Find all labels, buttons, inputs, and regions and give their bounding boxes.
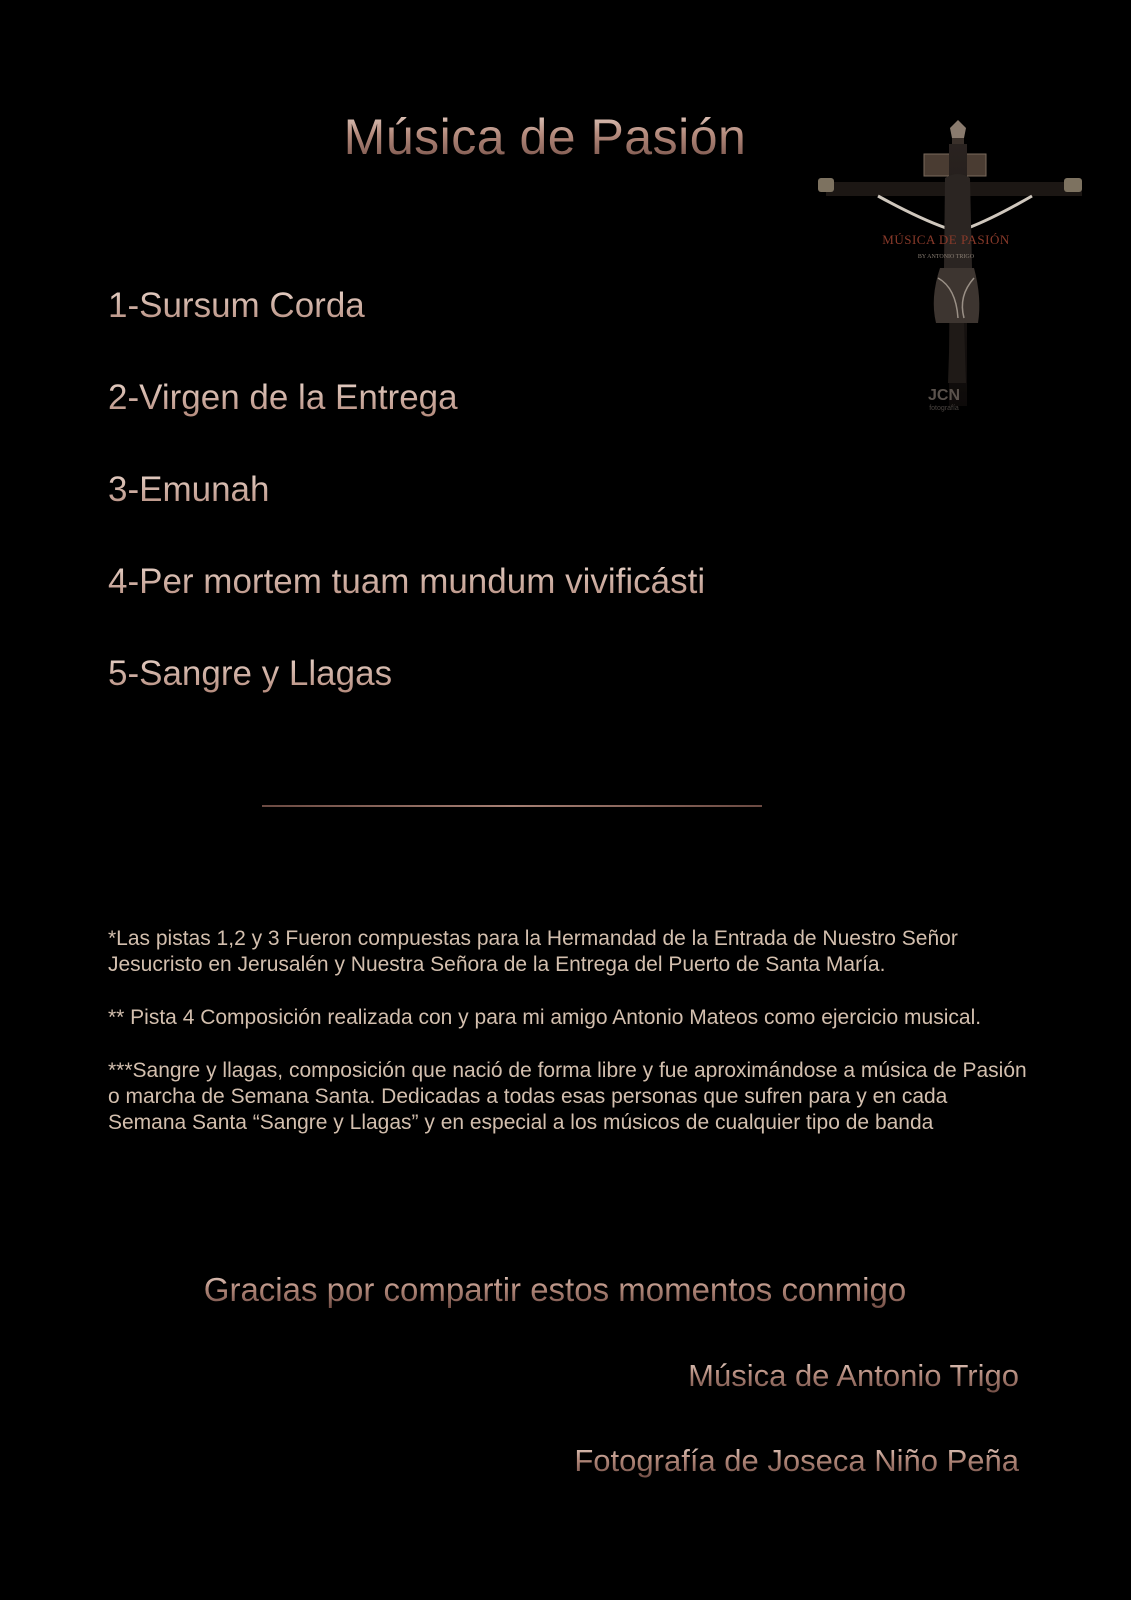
crucifix-photo [818, 118, 1092, 418]
photo-credit: Fotografía de Joseca Niño Peña [574, 1443, 1019, 1478]
note-paragraph: ** Pista 4 Composición realizada con y para mi amigo Antonio Mateos como ejercicio musical. [108, 1006, 982, 1029]
track-item: 1-Sursum Corda [108, 284, 705, 376]
track-item: 4-Per mortem tuam mundum vivificásti [108, 560, 705, 652]
music-credit: Música de Antonio Trigo [688, 1358, 1019, 1393]
note-paragraph: *Las pistas 1,2 y 3 Fueron compuestas para la Hermandad de la Entrada de Nuestro Señor Jesucristo en Jerusalén y Nuestra Señora de la Entrega del Puerto de Santa María. [108, 927, 958, 976]
svg-text:JCN: JCN [927, 387, 961, 404]
svg-text:MÚSICA DE PASIÓN: MÚSICA DE PASIÓN [882, 232, 1010, 247]
thanks-text: Gracias por compartir estos momentos conmigo [0, 1271, 1110, 1309]
notes-section [108, 926, 1028, 1163]
track-item: 3-Emunah [108, 468, 705, 560]
svg-text:fotografía: fotografía [929, 405, 959, 412]
divider [262, 805, 762, 807]
track-list [108, 284, 705, 744]
track-item: 5-Sangre y Llagas [108, 652, 705, 744]
page-title: Música de Pasión [0, 108, 1090, 166]
svg-text:BY ANTONIO TRIGO: BY ANTONIO TRIGO [917, 254, 975, 260]
note-paragraph: ***Sangre y llagas, composición que nació de forma libre y fue aproximándose a música de Pasión o marcha de Semana Santa. Dedicadas a todas esas personas que sufren para y en cada Semana Santa “Sangre y Llagas” y en especial a los músicos de cualquier tipo de banda [108, 1059, 1027, 1134]
track-item: 2-Virgen de la Entrega [108, 376, 705, 468]
